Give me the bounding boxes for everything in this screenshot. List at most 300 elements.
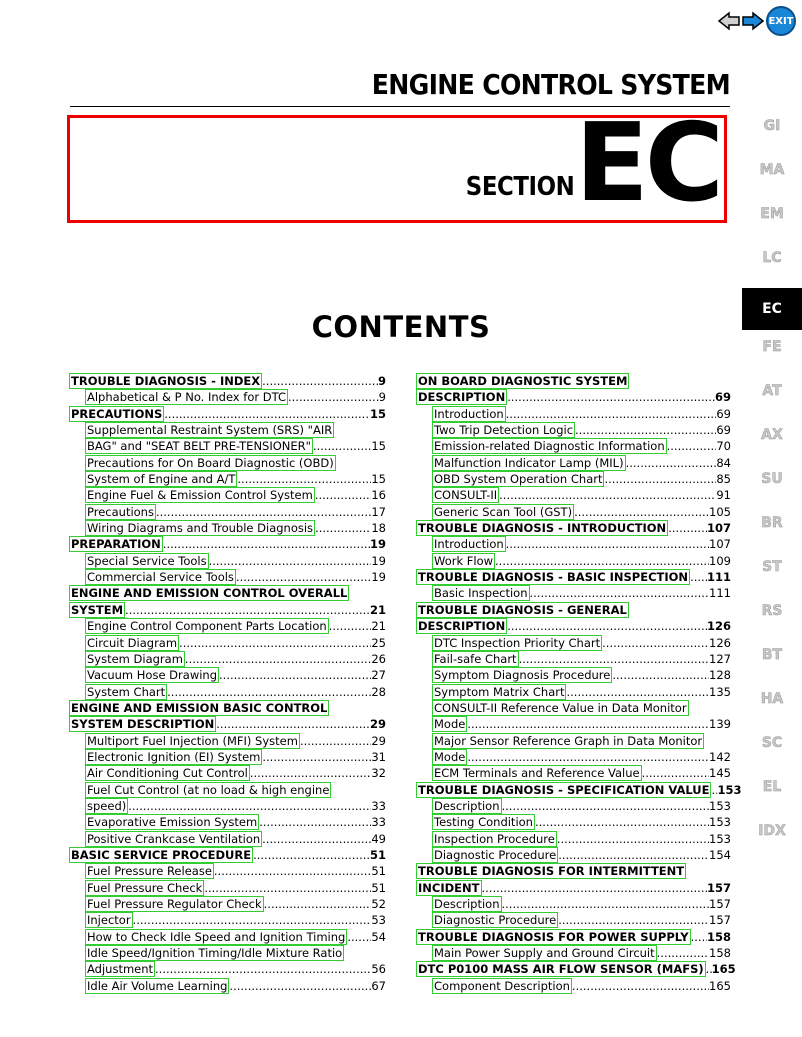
page-number: 25 bbox=[371, 635, 386, 650]
page-number: 157 bbox=[709, 913, 731, 928]
dot-leader bbox=[572, 978, 709, 994]
toc-entry[interactable] bbox=[416, 504, 731, 520]
toc-entry[interactable] bbox=[69, 602, 386, 618]
dot-leader bbox=[467, 716, 709, 732]
page-number: 107 bbox=[709, 537, 731, 552]
toc-link[interactable]: Fuel Cut Control (at no load & high engine bbox=[87, 782, 330, 797]
toc-entry[interactable] bbox=[416, 553, 731, 569]
toc-link[interactable]: Idle Air Volume Learning bbox=[87, 978, 228, 993]
toc-entry[interactable] bbox=[416, 471, 731, 487]
toc-link[interactable]: Engine Fuel & Emission Control System bbox=[87, 488, 313, 503]
dot-leader bbox=[575, 422, 716, 438]
toc-link[interactable]: ECM Terminals and Reference Value bbox=[434, 766, 640, 781]
page-number: 153 bbox=[709, 798, 731, 813]
toc-left-column bbox=[69, 373, 386, 994]
toc-entry[interactable] bbox=[416, 667, 731, 683]
dot-leader bbox=[502, 798, 710, 814]
dot-leader bbox=[167, 684, 371, 700]
toc-entry[interactable] bbox=[416, 880, 731, 896]
dot-leader bbox=[691, 929, 707, 945]
toc-link[interactable]: DTC P0100 MASS AIR FLOW SENSOR (MAFS) bbox=[418, 962, 704, 977]
page-number: 135 bbox=[709, 684, 731, 699]
toc-link[interactable]: Generic Scan Tool (GST) bbox=[434, 504, 573, 519]
dot-leader bbox=[495, 553, 709, 569]
section-code: EC bbox=[574, 101, 720, 226]
toc-link[interactable]: TROUBLE DIAGNOSIS - INTRODUCTION bbox=[418, 521, 667, 536]
dot-leader bbox=[602, 635, 709, 651]
toc-link[interactable]: Diagnostic Procedure bbox=[434, 913, 557, 928]
page-number: 111 bbox=[706, 570, 731, 585]
exit-button[interactable]: EXIT bbox=[766, 6, 796, 36]
toc-entry[interactable] bbox=[69, 765, 386, 781]
toc-entry[interactable] bbox=[416, 700, 731, 716]
page-number: 85 bbox=[716, 472, 731, 487]
page-number: 157 bbox=[709, 897, 731, 911]
dot-leader bbox=[574, 504, 709, 520]
page-number: 21 bbox=[369, 602, 386, 617]
page-number: 153 bbox=[709, 815, 731, 830]
page-number: 153 bbox=[709, 831, 731, 846]
toc-link[interactable]: Description bbox=[434, 798, 500, 813]
page-number: 126 bbox=[709, 635, 731, 650]
toc-entry[interactable] bbox=[416, 765, 731, 781]
toc-link[interactable]: Emission-related Diagnostic Information bbox=[434, 439, 665, 454]
toc-link[interactable]: Fuel Pressure Check bbox=[87, 880, 203, 895]
page-number: 109 bbox=[709, 553, 731, 568]
dot-leader bbox=[558, 847, 709, 863]
page-number: 153 bbox=[717, 782, 742, 797]
toc-entry[interactable] bbox=[69, 749, 386, 765]
dot-leader bbox=[262, 373, 378, 389]
toc-link[interactable]: Precautions bbox=[87, 504, 154, 519]
toc-entry[interactable] bbox=[416, 912, 731, 928]
toc-link[interactable]: Mode bbox=[434, 717, 466, 732]
toc-entry[interactable] bbox=[69, 863, 386, 879]
page-number: 127 bbox=[709, 651, 731, 666]
tab-rs[interactable]: RS bbox=[761, 603, 783, 619]
toc-entry[interactable] bbox=[69, 929, 386, 945]
toc-link[interactable]: Main Power Supply and Ground Circuit bbox=[434, 946, 655, 961]
page-number: 19 bbox=[371, 553, 386, 568]
toc-entry[interactable] bbox=[416, 455, 731, 471]
toc-entry[interactable] bbox=[69, 978, 386, 994]
toc-link[interactable]: DESCRIPTION bbox=[418, 390, 506, 405]
toc-entry[interactable] bbox=[69, 896, 386, 912]
page-number: 29 bbox=[369, 717, 386, 732]
tab-su[interactable]: SU bbox=[761, 471, 783, 487]
toc-entry[interactable] bbox=[69, 455, 386, 471]
dot-leader bbox=[250, 765, 372, 781]
page-number: 9 bbox=[377, 374, 386, 388]
dot-leader bbox=[482, 880, 707, 896]
toc-entry[interactable] bbox=[69, 585, 386, 601]
page-number: 19 bbox=[369, 537, 386, 552]
page-number: 111 bbox=[709, 586, 731, 601]
dot-leader bbox=[506, 536, 709, 552]
toc-entry[interactable] bbox=[416, 896, 731, 912]
toc-link[interactable]: Precautions for On Board Diagnostic (OBD) bbox=[87, 455, 334, 470]
toc-link[interactable]: DTC Inspection Priority Chart bbox=[434, 635, 601, 650]
toc-entry[interactable] bbox=[69, 487, 386, 503]
toc-entry[interactable] bbox=[416, 814, 731, 830]
tab-ax[interactable]: AX bbox=[761, 427, 783, 443]
dot-leader bbox=[566, 684, 709, 700]
toc-link[interactable]: Work Flow bbox=[434, 553, 494, 568]
page-number: 158 bbox=[709, 946, 731, 961]
toc-entry[interactable] bbox=[416, 520, 731, 536]
toc-link[interactable]: Introduction bbox=[434, 406, 504, 421]
tab-idx[interactable]: IDX bbox=[758, 823, 786, 839]
toc-link[interactable]: Alphabetical & P No. Index for DTC bbox=[87, 390, 286, 405]
dot-leader bbox=[642, 765, 709, 781]
toc-entry[interactable] bbox=[416, 945, 731, 961]
toc-entry[interactable] bbox=[416, 585, 731, 601]
toc-entry[interactable] bbox=[69, 569, 386, 585]
toc-link[interactable]: Fuel Pressure Regulator Check bbox=[87, 897, 262, 911]
toc-entry[interactable] bbox=[416, 487, 731, 503]
toc-link[interactable]: Multiport Fuel Injection (MFI) System bbox=[87, 733, 298, 748]
toc-link[interactable]: Electronic Ignition (EI) System bbox=[87, 749, 261, 764]
dot-leader bbox=[179, 635, 371, 651]
page-number: 158 bbox=[706, 929, 731, 944]
page-number: 54 bbox=[371, 929, 386, 944]
toc-entry[interactable] bbox=[69, 733, 386, 749]
dot-leader bbox=[499, 487, 716, 503]
toc-entry[interactable] bbox=[416, 618, 731, 634]
dot-leader bbox=[259, 814, 371, 830]
dot-leader bbox=[264, 896, 372, 912]
dot-leader bbox=[163, 536, 370, 552]
toc-link[interactable]: Mode bbox=[434, 749, 466, 764]
toc-entry[interactable] bbox=[69, 471, 386, 487]
dot-leader bbox=[288, 389, 379, 405]
toc-entry[interactable] bbox=[69, 618, 386, 634]
toc-entry[interactable] bbox=[69, 553, 386, 569]
page-number: 19 bbox=[371, 570, 386, 585]
tab-fe[interactable]: FE bbox=[762, 339, 782, 355]
section-label: SECTION bbox=[465, 172, 574, 202]
dot-leader bbox=[133, 912, 372, 928]
toc-link[interactable]: Idle Speed/Ignition Timing/Idle Mixture Ratio bbox=[87, 946, 343, 961]
dot-leader bbox=[329, 618, 372, 634]
page-number: 15 bbox=[371, 472, 386, 487]
tab-gi[interactable]: GI bbox=[763, 118, 781, 134]
top-navigation bbox=[718, 6, 796, 36]
toc-entry[interactable] bbox=[416, 978, 731, 994]
toc-link[interactable]: System Diagram bbox=[87, 651, 183, 666]
toc-link[interactable]: CONSULT-II bbox=[434, 488, 498, 503]
toc-entry[interactable] bbox=[416, 373, 731, 389]
toc-link[interactable]: Malfunction Indicator Lamp (MIL) bbox=[434, 455, 624, 470]
toc-entry[interactable] bbox=[69, 782, 386, 798]
page-number: 49 bbox=[371, 831, 386, 846]
toc-entry[interactable] bbox=[69, 798, 386, 814]
toc-entry[interactable] bbox=[69, 651, 386, 667]
dot-leader bbox=[612, 667, 709, 683]
toc-link[interactable]: Inspection Procedure bbox=[434, 831, 555, 846]
page-number: 165 bbox=[711, 962, 736, 977]
dot-leader bbox=[690, 569, 707, 585]
toc-link[interactable]: Injector bbox=[87, 913, 131, 928]
tab-br[interactable]: BR bbox=[761, 515, 783, 531]
toc-link[interactable]: Positive Crankcase Ventilation bbox=[87, 831, 261, 846]
dot-leader bbox=[467, 749, 709, 765]
dot-leader bbox=[262, 749, 371, 765]
page-number: 70 bbox=[716, 439, 731, 454]
toc-link[interactable]: ENGINE AND EMISSION CONTROL OVERALL bbox=[71, 586, 348, 601]
toc-link[interactable]: Testing Condition bbox=[434, 815, 533, 830]
toc-entry[interactable] bbox=[416, 716, 731, 732]
toc-link[interactable]: Supplemental Restraint System (SRS) "AIR bbox=[87, 423, 333, 438]
page-number: 56 bbox=[371, 962, 386, 977]
toc-entry[interactable] bbox=[69, 536, 386, 552]
toc-entry[interactable] bbox=[69, 847, 386, 863]
page-number: 142 bbox=[709, 749, 731, 764]
toc-entry[interactable] bbox=[69, 635, 386, 651]
dot-leader bbox=[237, 471, 371, 487]
dot-leader bbox=[204, 880, 371, 896]
toc-link[interactable]: TROUBLE DIAGNOSIS FOR POWER SUPPLY bbox=[418, 929, 689, 944]
toc-entry[interactable] bbox=[416, 651, 731, 667]
page-number: 91 bbox=[716, 488, 731, 503]
tab-at[interactable]: AT bbox=[762, 383, 782, 399]
tab-lc[interactable]: LC bbox=[762, 250, 782, 266]
toc-entry[interactable] bbox=[69, 373, 386, 389]
page-number: 165 bbox=[709, 978, 731, 993]
toc-link[interactable]: System Chart bbox=[87, 684, 166, 699]
dot-leader bbox=[262, 831, 371, 847]
toc-entry[interactable] bbox=[416, 438, 731, 454]
back-arrow-icon[interactable] bbox=[718, 11, 740, 31]
dot-leader bbox=[155, 961, 371, 977]
toc-link[interactable]: ENGINE AND EMISSION BASIC CONTROL bbox=[71, 700, 328, 715]
toc-entry[interactable] bbox=[69, 504, 386, 520]
dot-leader bbox=[156, 504, 371, 520]
dot-leader bbox=[315, 487, 372, 503]
toc-link[interactable]: Fail-safe Chart bbox=[434, 651, 517, 666]
toc-link[interactable]: Two Trip Detection Logic bbox=[434, 423, 574, 438]
page-number: 69 bbox=[714, 390, 731, 405]
dot-leader bbox=[300, 733, 371, 749]
dot-leader bbox=[657, 945, 709, 961]
toc-link[interactable]: Air Conditioning Cut Control bbox=[87, 766, 248, 781]
dot-leader bbox=[253, 847, 370, 863]
toc-link[interactable]: Wiring Diagrams and Trouble Diagnosis bbox=[87, 521, 314, 536]
toc-link[interactable]: SYSTEM DESCRIPTION bbox=[71, 717, 215, 732]
page-number: 17 bbox=[371, 504, 386, 519]
toc-link[interactable]: System of Engine and A/T bbox=[87, 472, 236, 487]
toc-entry[interactable] bbox=[416, 733, 731, 749]
toc-link[interactable]: Description bbox=[434, 897, 500, 911]
toc-entry[interactable] bbox=[416, 602, 731, 618]
toc-link[interactable]: ON BOARD DIAGNOSTIC SYSTEM bbox=[418, 374, 628, 388]
toc-entry[interactable] bbox=[416, 422, 731, 438]
toc-entry[interactable] bbox=[69, 961, 386, 977]
toc-entry[interactable] bbox=[416, 635, 731, 651]
dot-leader bbox=[507, 389, 715, 405]
toc-link[interactable]: Symptom Diagnosis Procedure bbox=[434, 668, 611, 683]
page-number: 157 bbox=[706, 880, 731, 895]
page-number: 139 bbox=[709, 717, 731, 732]
toc-entry[interactable] bbox=[69, 667, 386, 683]
toc-link[interactable]: TROUBLE DIAGNOSIS - GENERAL bbox=[418, 602, 627, 617]
page-number: 32 bbox=[371, 766, 386, 781]
dot-leader bbox=[668, 520, 707, 536]
dot-leader bbox=[219, 667, 371, 683]
toc-link[interactable]: Component Description bbox=[434, 978, 570, 993]
page-number: 84 bbox=[716, 455, 731, 470]
dot-leader bbox=[519, 651, 709, 667]
toc-entry[interactable] bbox=[69, 945, 386, 961]
page-number: 154 bbox=[709, 847, 731, 862]
dot-leader bbox=[164, 406, 370, 422]
page-number: 27 bbox=[371, 668, 386, 683]
toc-link[interactable]: speed) bbox=[87, 798, 127, 813]
page-number: 26 bbox=[371, 651, 386, 666]
toc-entry[interactable] bbox=[69, 389, 386, 405]
toc-entry[interactable] bbox=[416, 569, 731, 585]
toc-link[interactable]: PREPARATION bbox=[71, 537, 161, 552]
toc-entry[interactable] bbox=[69, 406, 386, 422]
page-number: 15 bbox=[369, 406, 386, 421]
toc-entry[interactable] bbox=[416, 961, 736, 977]
toc-link[interactable]: CONSULT-II Reference Value in Data Monitor bbox=[434, 700, 687, 715]
page-number: 53 bbox=[371, 913, 386, 928]
dot-leader bbox=[626, 455, 717, 471]
page-number: 67 bbox=[371, 978, 386, 993]
dot-leader bbox=[557, 831, 709, 847]
toc-link[interactable]: INCIDENT bbox=[418, 880, 480, 895]
toc-link[interactable]: Diagnostic Procedure bbox=[434, 847, 557, 862]
toc-link[interactable]: Major Sensor Reference Graph in Data Monitor bbox=[434, 733, 703, 748]
page-number: 51 bbox=[371, 880, 386, 895]
dot-leader bbox=[216, 716, 370, 732]
toc-link[interactable]: Vacuum Hose Drawing bbox=[87, 668, 218, 683]
toc-link[interactable]: OBD System Operation Chart bbox=[434, 472, 603, 487]
dot-leader bbox=[214, 863, 371, 879]
contents-heading: CONTENTS bbox=[311, 310, 491, 344]
dot-leader bbox=[313, 438, 371, 454]
dot-leader bbox=[209, 553, 372, 569]
toc-entry[interactable] bbox=[69, 422, 386, 438]
page-number: 51 bbox=[369, 847, 386, 862]
toc-link[interactable]: Circuit Diagram bbox=[87, 635, 178, 650]
toc-entry[interactable] bbox=[69, 700, 386, 716]
dot-leader bbox=[185, 651, 371, 667]
tab-el[interactable]: EL bbox=[762, 779, 782, 795]
page-number: 69 bbox=[716, 423, 731, 438]
page-number: 69 bbox=[716, 406, 731, 421]
page-number: 52 bbox=[371, 897, 386, 911]
dot-leader bbox=[502, 896, 710, 912]
toc-link[interactable]: Evaporative Emission System bbox=[87, 815, 258, 830]
toc-entry[interactable] bbox=[69, 438, 386, 454]
dot-leader bbox=[347, 929, 371, 945]
toc-link[interactable]: Commercial Service Tools bbox=[87, 570, 234, 585]
toc-entry[interactable] bbox=[416, 684, 731, 700]
toc-link[interactable]: How to Check Idle Speed and Ignition Timing bbox=[87, 929, 346, 944]
page-number: 31 bbox=[371, 749, 386, 764]
dot-leader bbox=[507, 618, 707, 634]
dot-leader bbox=[315, 520, 371, 536]
page-title: ENGINE CONTROL SYSTEM bbox=[371, 68, 730, 101]
toc-entry[interactable] bbox=[416, 929, 731, 945]
toc-link[interactable]: SYSTEM bbox=[71, 602, 124, 617]
page-number: 107 bbox=[706, 521, 731, 536]
page-number: 145 bbox=[709, 766, 731, 781]
toc-entry[interactable] bbox=[69, 912, 386, 928]
page-number: 18 bbox=[371, 521, 386, 536]
dot-leader bbox=[535, 814, 709, 830]
toc-link[interactable]: TROUBLE DIAGNOSIS - BASIC INSPECTION bbox=[418, 570, 689, 585]
dot-leader bbox=[667, 438, 717, 454]
page-number: 28 bbox=[371, 684, 386, 699]
toc-entry[interactable] bbox=[69, 880, 386, 896]
toc-entry[interactable] bbox=[416, 749, 731, 765]
toc-link[interactable]: DESCRIPTION bbox=[418, 619, 506, 634]
toc-entry[interactable] bbox=[69, 814, 386, 830]
toc-link[interactable]: TROUBLE DIAGNOSIS - INDEX bbox=[71, 374, 261, 388]
tab-st[interactable]: ST bbox=[762, 559, 782, 575]
toc-link[interactable]: Introduction bbox=[434, 537, 504, 552]
toc-right-column bbox=[416, 373, 742, 994]
dot-leader bbox=[506, 406, 717, 422]
tab-em[interactable]: EM bbox=[760, 206, 784, 222]
forward-arrow-icon[interactable] bbox=[742, 11, 764, 31]
toc-link[interactable]: Special Service Tools bbox=[87, 553, 207, 568]
toc-entry[interactable] bbox=[69, 520, 386, 536]
tab-ec[interactable]: EC bbox=[742, 288, 802, 330]
toc-entry[interactable] bbox=[416, 847, 731, 863]
dot-leader bbox=[530, 585, 710, 601]
toc-entry[interactable] bbox=[69, 716, 386, 732]
toc-link[interactable]: Basic Inspection bbox=[434, 586, 528, 601]
toc-link[interactable]: BASIC SERVICE PROCEDURE bbox=[71, 847, 252, 862]
tab-ha[interactable]: HA bbox=[760, 691, 784, 707]
page-number: 16 bbox=[371, 488, 386, 503]
toc-entry[interactable] bbox=[416, 831, 731, 847]
toc-link[interactable]: Adjustment bbox=[87, 962, 154, 977]
page-number: 21 bbox=[371, 619, 386, 634]
page-number: 128 bbox=[709, 668, 731, 683]
toc-entry[interactable] bbox=[416, 406, 731, 422]
toc-link[interactable]: Engine Control Component Parts Location bbox=[87, 619, 327, 634]
page-number: 105 bbox=[709, 504, 731, 519]
page-number: 9 bbox=[378, 390, 386, 405]
dot-leader bbox=[128, 798, 371, 814]
toc-entry[interactable] bbox=[416, 536, 731, 552]
page-number: 33 bbox=[371, 798, 386, 813]
tab-sc[interactable]: SC bbox=[761, 735, 783, 751]
toc-entry[interactable] bbox=[69, 684, 386, 700]
toc-entry[interactable] bbox=[416, 863, 731, 879]
toc-link[interactable]: Symptom Matrix Chart bbox=[434, 684, 565, 699]
toc-entry[interactable] bbox=[416, 798, 731, 814]
page-number: 126 bbox=[706, 619, 731, 634]
toc-link[interactable]: TROUBLE DIAGNOSIS - SPECIFICATION VALUE bbox=[418, 782, 710, 797]
toc-entry[interactable] bbox=[69, 831, 386, 847]
dot-leader bbox=[125, 602, 370, 618]
toc-link[interactable]: BAG" and "SEAT BELT PRE-TENSIONER" bbox=[87, 439, 311, 454]
tab-bt[interactable]: BT bbox=[761, 647, 783, 663]
toc-link[interactable]: TROUBLE DIAGNOSIS FOR INTERMITTENT bbox=[418, 864, 685, 879]
page-number: 33 bbox=[371, 815, 386, 830]
tab-ma[interactable]: MA bbox=[759, 162, 785, 178]
toc-link[interactable]: Fuel Pressure Release bbox=[87, 864, 212, 879]
toc-entry[interactable] bbox=[416, 389, 731, 405]
toc-entry[interactable] bbox=[416, 782, 742, 798]
toc-link[interactable]: PRECAUTIONS bbox=[71, 406, 163, 421]
